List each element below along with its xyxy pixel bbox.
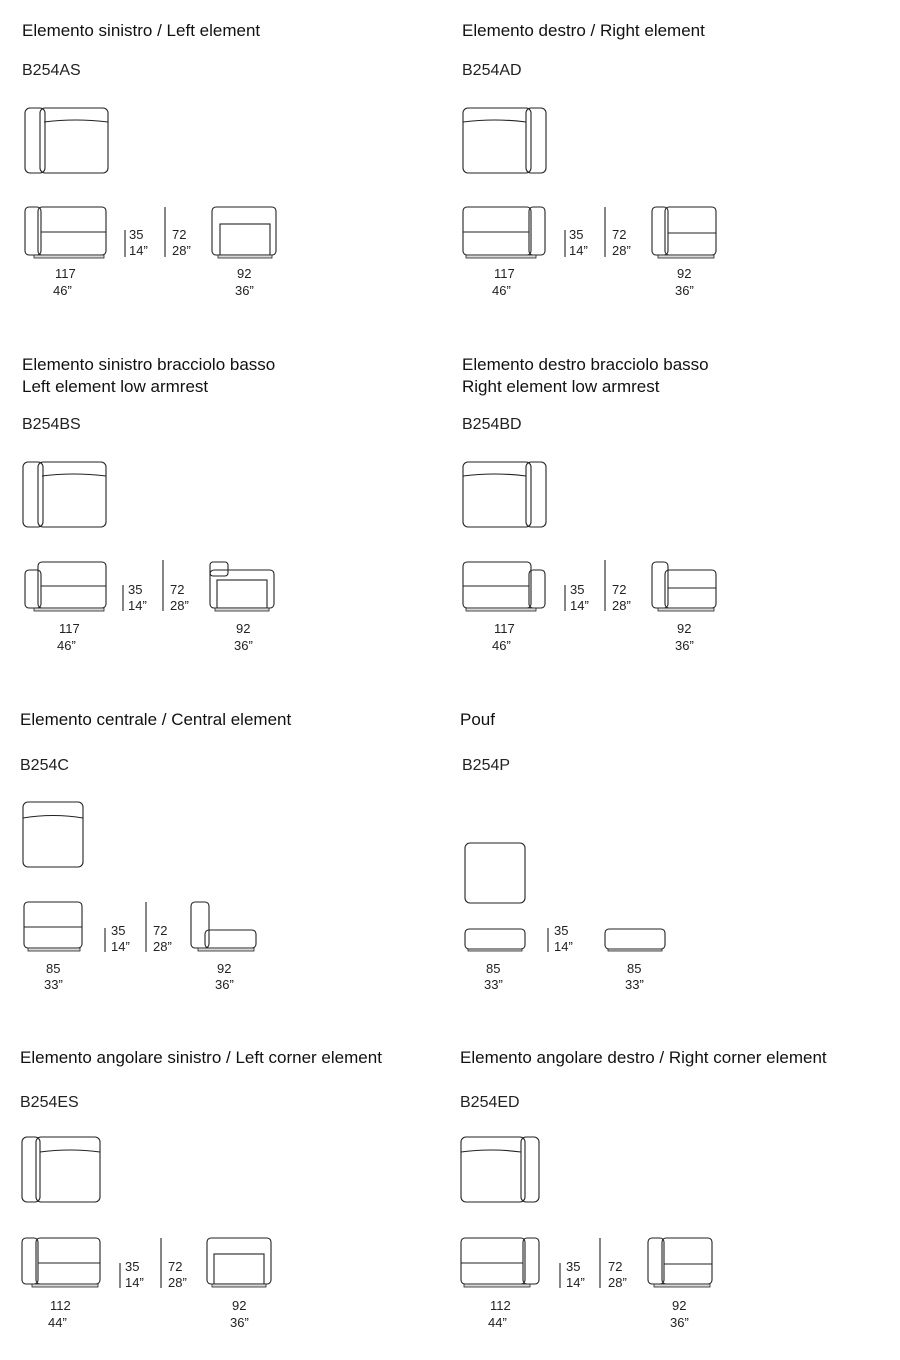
section-title: Pouf bbox=[460, 710, 495, 729]
depth-cm: 92 bbox=[217, 961, 232, 976]
seat-height-cm: 35 bbox=[125, 1259, 140, 1274]
depth-cm: 92 bbox=[677, 266, 692, 281]
seat-height-cm: 35 bbox=[554, 923, 569, 938]
seat-height-cm: 35 bbox=[128, 582, 143, 597]
width-cm: 85 bbox=[486, 961, 501, 976]
product-code: B254AS bbox=[22, 62, 81, 79]
product-code: B254AD bbox=[462, 62, 522, 79]
width-cm: 117 bbox=[55, 266, 76, 281]
depth-cm: 92 bbox=[237, 266, 252, 281]
product-code: B254ES bbox=[20, 1094, 79, 1111]
width-in: 44” bbox=[48, 1315, 67, 1330]
seat-height-in: 14” bbox=[111, 939, 130, 954]
section-title: Elemento centrale / Central element bbox=[20, 710, 292, 729]
width-cm: 112 bbox=[50, 1298, 71, 1313]
total-height-cm: 72 bbox=[612, 227, 627, 242]
seat-height-in: 14” bbox=[566, 1275, 585, 1290]
depth-in: 36” bbox=[235, 283, 254, 298]
total-height-cm: 72 bbox=[153, 923, 168, 938]
seat-height-in: 14” bbox=[569, 243, 588, 258]
width-in: 33” bbox=[44, 977, 63, 992]
depth-in: 36” bbox=[675, 283, 694, 298]
seat-height-cm: 35 bbox=[566, 1259, 581, 1274]
product-code: B254ED bbox=[460, 1094, 520, 1111]
section-title: Elemento sinistro / Left element bbox=[22, 21, 261, 40]
width-cm: 117 bbox=[494, 621, 515, 636]
seat-height-in: 14” bbox=[570, 598, 589, 613]
seat-height-cm: 35 bbox=[570, 582, 585, 597]
width-in: 46” bbox=[57, 638, 76, 653]
width-in: 46” bbox=[53, 283, 72, 298]
depth-in: 36” bbox=[230, 1315, 249, 1330]
seat-height-in: 14” bbox=[128, 598, 147, 613]
depth-in: 36” bbox=[215, 977, 234, 992]
seat-height-cm: 35 bbox=[111, 923, 126, 938]
total-height-in: 28” bbox=[612, 598, 631, 613]
width-cm: 112 bbox=[490, 1298, 511, 1313]
depth-cm: 92 bbox=[677, 621, 692, 636]
depth-in: 33” bbox=[625, 977, 644, 992]
depth-cm: 92 bbox=[236, 621, 251, 636]
total-height-in: 28” bbox=[153, 939, 172, 954]
total-height-in: 28” bbox=[168, 1275, 187, 1290]
width-in: 44” bbox=[488, 1315, 507, 1330]
width-in: 46” bbox=[492, 638, 511, 653]
product-code: B254BS bbox=[22, 416, 81, 433]
total-height-cm: 72 bbox=[168, 1259, 183, 1274]
width-cm: 85 bbox=[46, 961, 61, 976]
seat-height-in: 14” bbox=[129, 243, 148, 258]
product-code: B254P bbox=[462, 757, 511, 774]
seat-height-cm: 35 bbox=[129, 227, 144, 242]
section-title: Elemento angolare sinistro / Left corner element bbox=[20, 1048, 382, 1067]
section-title: Elemento destro / Right element bbox=[462, 21, 705, 40]
depth-in: 36” bbox=[675, 638, 694, 653]
total-height-cm: 72 bbox=[170, 582, 185, 597]
total-height-in: 28” bbox=[612, 243, 631, 258]
seat-height-in: 14” bbox=[554, 939, 573, 954]
depth-cm: 92 bbox=[232, 1298, 247, 1313]
depth-in: 36” bbox=[234, 638, 253, 653]
total-height-in: 28” bbox=[172, 243, 191, 258]
width-in: 46” bbox=[492, 283, 511, 298]
seat-height-cm: 35 bbox=[569, 227, 584, 242]
section-title-line1: Elemento destro bracciolo basso bbox=[462, 355, 709, 374]
depth-cm: 92 bbox=[672, 1298, 687, 1313]
depth-cm: 85 bbox=[627, 961, 642, 976]
width-cm: 117 bbox=[494, 266, 515, 281]
total-height-cm: 72 bbox=[172, 227, 187, 242]
total-height-in: 28” bbox=[170, 598, 189, 613]
width-in: 33” bbox=[484, 977, 503, 992]
section-title-line2: Right element low armrest bbox=[462, 377, 660, 396]
seat-height-in: 14” bbox=[125, 1275, 144, 1290]
total-height-cm: 72 bbox=[612, 582, 627, 597]
section-title-line1: Elemento sinistro bracciolo basso bbox=[22, 355, 276, 374]
depth-in: 36” bbox=[670, 1315, 689, 1330]
total-height-cm: 72 bbox=[608, 1259, 623, 1274]
product-code: B254C bbox=[20, 757, 69, 774]
section-title: Elemento angolare destro / Right corner element bbox=[460, 1048, 827, 1067]
product-code: B254BD bbox=[462, 416, 522, 433]
width-cm: 117 bbox=[59, 621, 80, 636]
section-title-line2: Left element low armrest bbox=[22, 377, 209, 396]
total-height-in: 28” bbox=[608, 1275, 627, 1290]
